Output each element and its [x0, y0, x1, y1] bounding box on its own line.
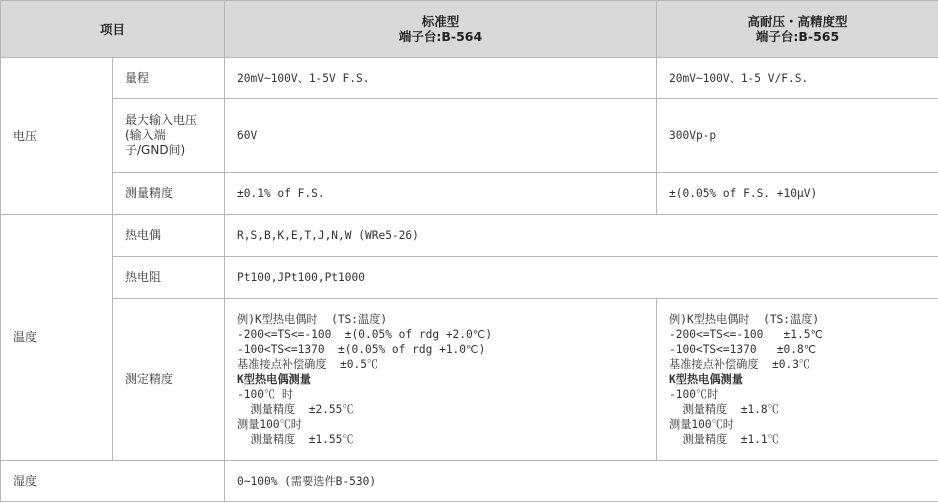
humidity-category: 湿度 [1, 461, 225, 502]
header-high-name: 高耐压・高精度型 [747, 14, 848, 29]
header-row [1, 1, 938, 58]
std-accuracy-line: 测量精度 ±2.55℃ [237, 403, 354, 416]
voltage-accuracy-standard: ±0.1% of F.S. [225, 173, 657, 215]
high-accuracy-line: -100℃时 [669, 388, 719, 401]
header-standard-terminal: 端子台:B-564 [398, 29, 483, 44]
std-accuracy-line: K型热电偶测量 [237, 373, 311, 386]
temperature-rtd-row [1, 257, 938, 299]
std-accuracy-line: 测量精度 ±1.55℃ [237, 433, 354, 446]
header-standard-name: 标准型 [421, 14, 460, 29]
header-high [657, 1, 938, 58]
std-accuracy-line: -100℃ 时 [237, 388, 294, 401]
std-accuracy-line: 基准接点补偿确度 ±0.5℃ [237, 358, 379, 371]
header-high-terminal: 端子台:B-565 [755, 29, 840, 44]
high-accuracy-line: 基准接点补偿确度 ±0.3℃ [669, 358, 811, 371]
voltage-accuracy-high: ±(0.05% of F.S. +10μV) [657, 173, 938, 215]
std-accuracy-line: -100<TS<=1370 ±(0.05% of rdg +1.0℃) [237, 343, 486, 356]
voltage-range-label: 量程 [113, 58, 225, 99]
thermocouple-value: R,S,B,K,E,T,J,N,W (WRe5-26) [225, 215, 938, 257]
voltage-range-row [1, 58, 938, 99]
high-accuracy-line: K型热电偶测量 [669, 373, 743, 386]
temperature-thermocouple-row [1, 215, 938, 257]
voltage-range-standard: 20mV~100V、1-5V F.S. [225, 58, 657, 99]
thermocouple-label: 热电偶 [113, 215, 225, 257]
temperature-accuracy-label: 测定精度 [113, 299, 225, 461]
header-item: 项目 [1, 1, 225, 58]
high-accuracy-line: -200<=TS<=-100 ±1.5℃ [669, 328, 824, 341]
temperature-accuracy-standard [225, 299, 657, 461]
high-accuracy-line: 测量精度 ±1.1℃ [669, 433, 779, 446]
header-standard [225, 1, 657, 58]
voltage-range-high: 20mV~100V、1-5 V/F.S. [657, 58, 938, 99]
temperature-category: 温度 [1, 215, 113, 461]
rtd-value: Pt100,JPt100,Pt1000 [225, 257, 938, 299]
rtd-label: 热电阻 [113, 257, 225, 299]
voltage-accuracy-label: 测量精度 [113, 173, 225, 215]
voltage-category: 电压 [1, 58, 113, 215]
temperature-accuracy-row [1, 299, 938, 461]
voltage-max-input-high: 300Vp-p [657, 99, 938, 173]
high-accuracy-line: 测量100℃时 [669, 418, 734, 431]
std-accuracy-line: -200<=TS<=-100 ±(0.05% of rdg +2.0℃) [237, 328, 493, 341]
std-accuracy-line: 测量100℃时 [237, 418, 302, 431]
voltage-accuracy-row [1, 173, 938, 215]
high-accuracy-line: 例)K型热电偶时 (TS:温度) [669, 313, 820, 326]
high-accuracy-line: 测量精度 ±1.8℃ [669, 403, 779, 416]
humidity-value: 0~100% (需要选件B-530) [225, 461, 938, 502]
humidity-row [1, 461, 938, 502]
voltage-max-input-label: 最大输入电压 (输入端 子/GND间) [113, 99, 225, 173]
high-accuracy-line: -100<TS<=1370 ±0.8℃ [669, 343, 817, 356]
temperature-accuracy-high [657, 299, 938, 461]
std-accuracy-line: 例)K型热电偶时 (TS:温度) [237, 313, 388, 326]
voltage-max-input-row [1, 99, 938, 173]
voltage-max-input-standard: 60V [225, 99, 657, 173]
